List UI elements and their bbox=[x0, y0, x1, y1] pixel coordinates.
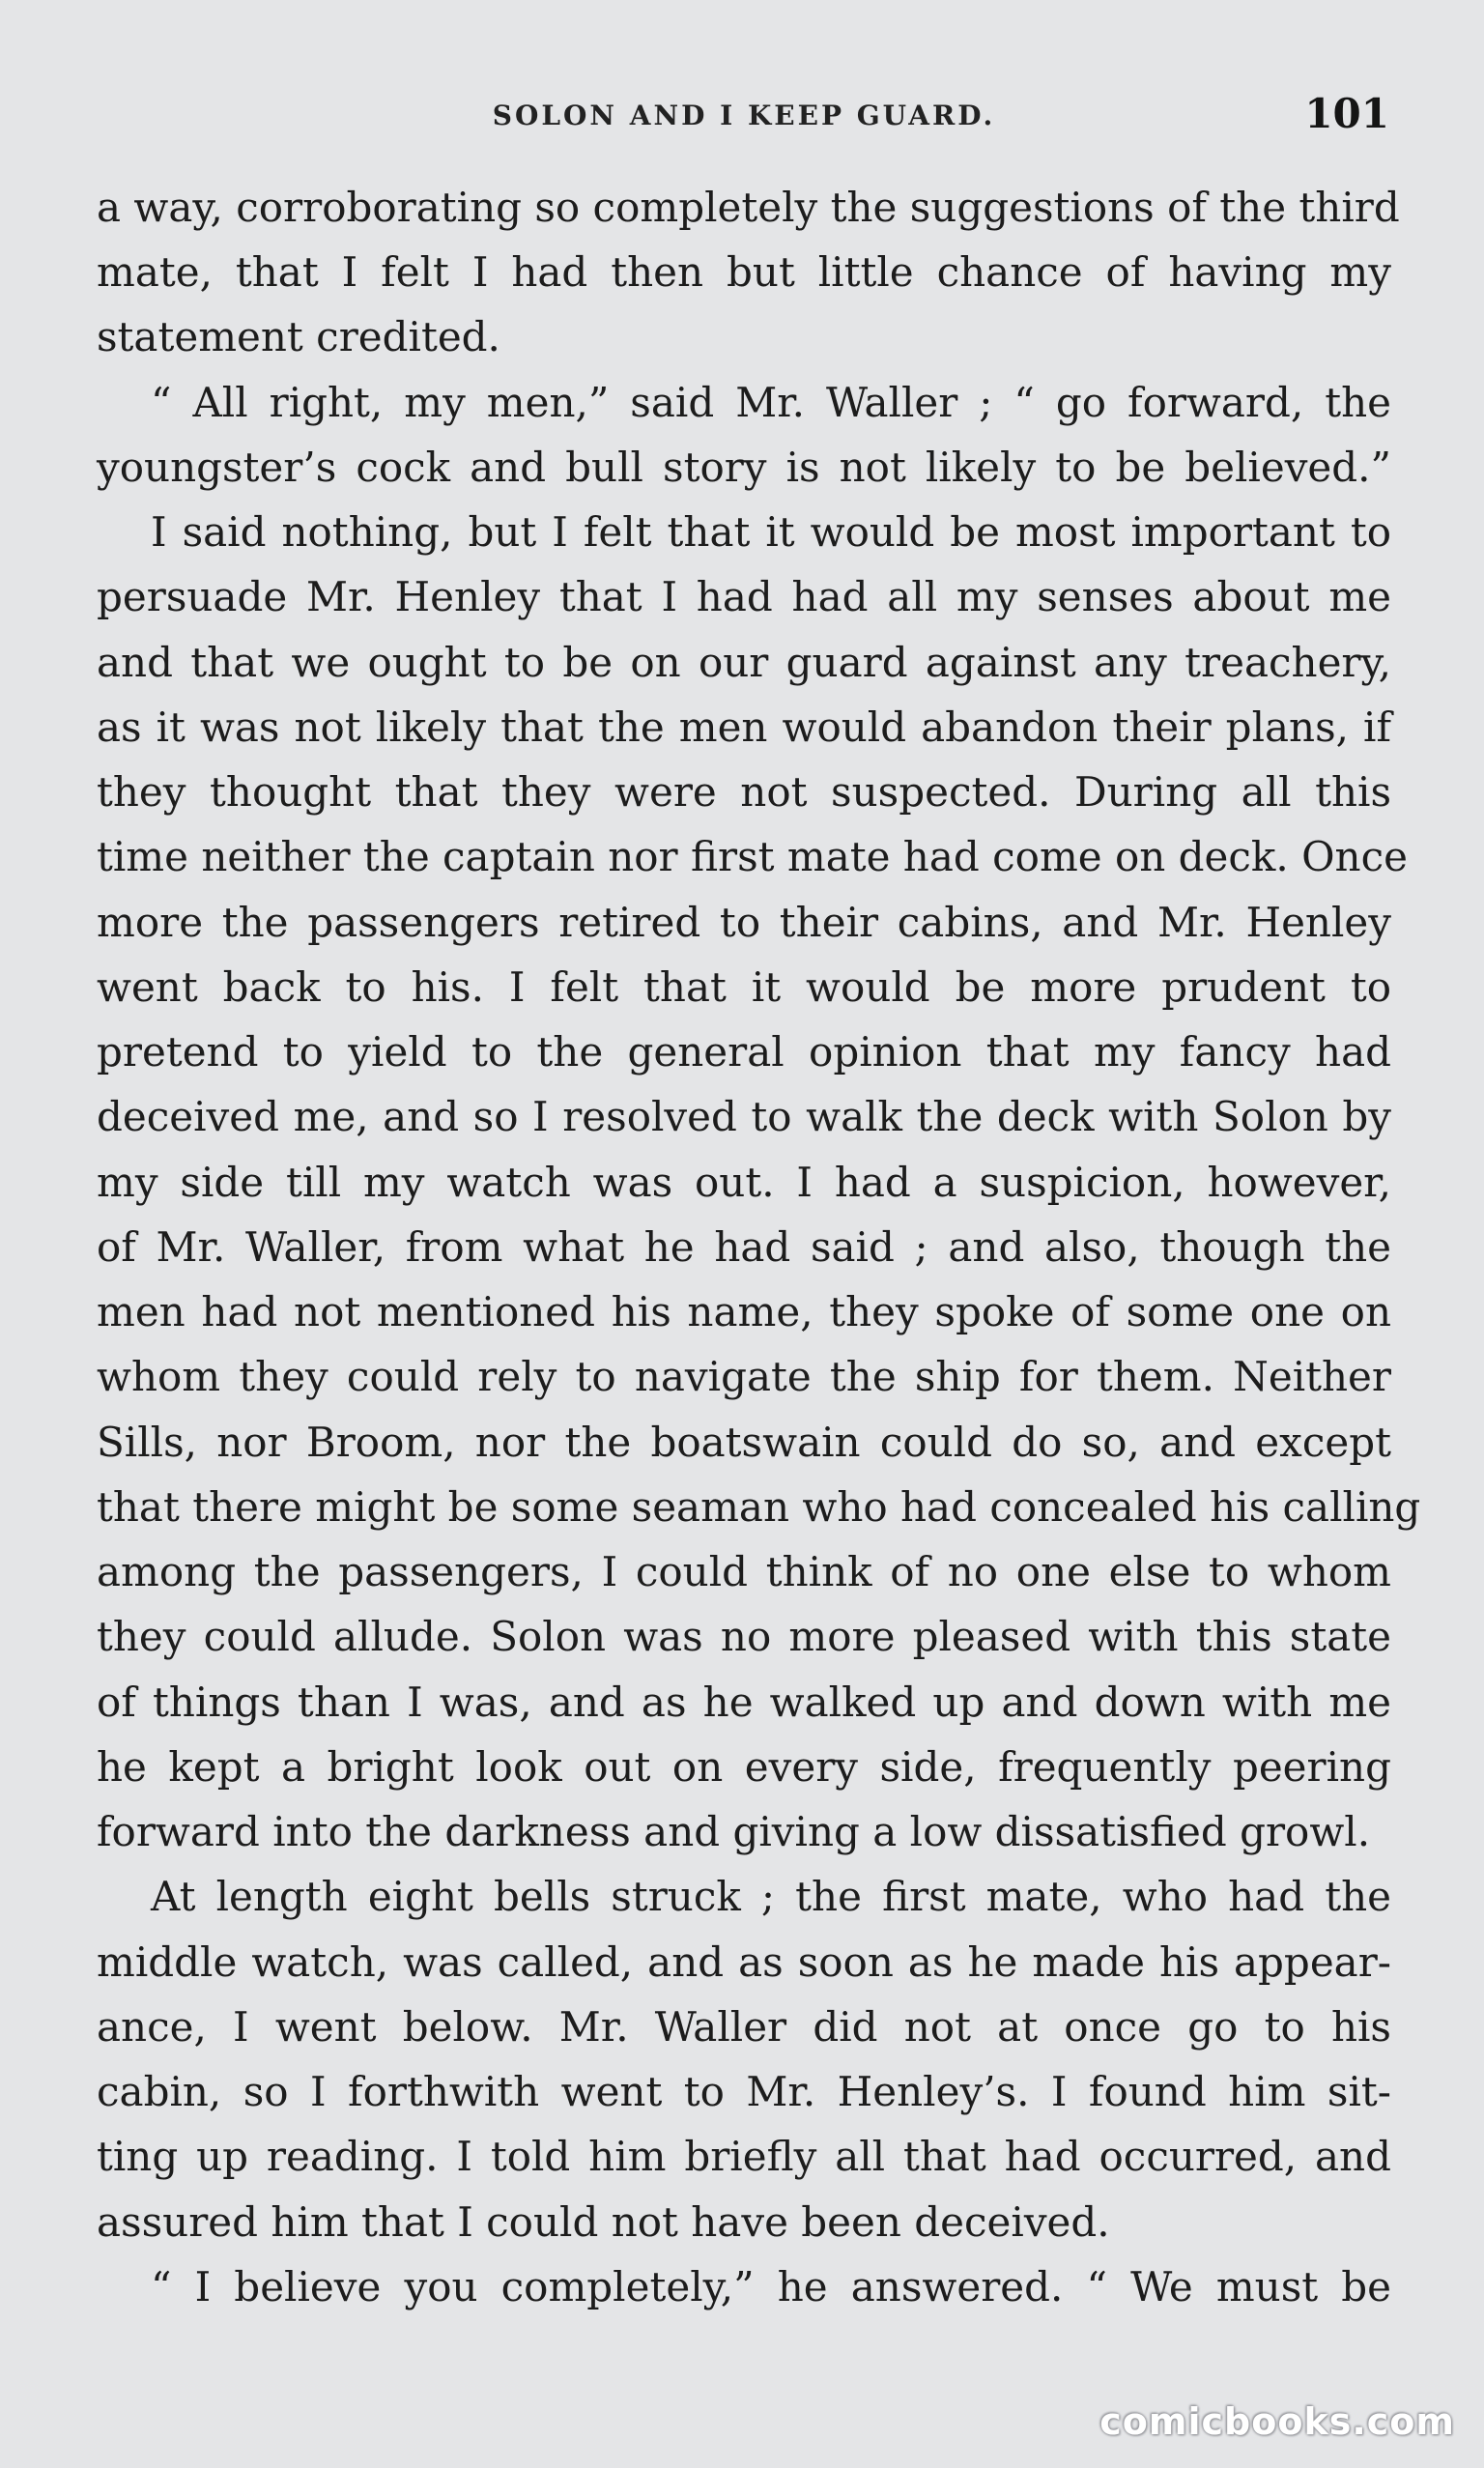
text-line: of Mr. Waller, from what he had said ; and also, though the bbox=[97, 1223, 1391, 1271]
text-line: ance, I went below. Mr. Waller did not at once go to his bbox=[97, 2003, 1391, 2051]
text-line: pretend to yield to the general opinion that my fancy had bbox=[97, 1028, 1391, 1076]
text-line: a way, corroborating so completely the suggestions of the third bbox=[97, 184, 1400, 231]
text-line: forward into the darkness and giving a low dissatisfied growl. bbox=[97, 1808, 1371, 1855]
text-line: that there might be some seaman who had concealed his calling bbox=[97, 1483, 1421, 1531]
text-line: deceived me, and so I resolved to walk the deck with Solon by bbox=[97, 1093, 1391, 1140]
running-title: SOLON AND I KEEP GUARD. bbox=[492, 100, 996, 131]
text-line: I said nothing, but I felt that it would be most important to bbox=[151, 508, 1391, 556]
text-line: and that we ought to be on our guard against any treachery, bbox=[97, 639, 1391, 686]
text-line: youngster’s cock and bull story is not likely to be believed.” bbox=[97, 444, 1391, 491]
text-line: among the passengers, I could think of no one else to whom bbox=[97, 1548, 1391, 1595]
text-line: as it was not likely that the men would abandon their plans, if bbox=[97, 703, 1391, 751]
text-line: “ All right, my men,” said Mr. Waller ; “ go forward, the bbox=[151, 379, 1391, 426]
text-line: they could allude. Solon was no more pleased with this state bbox=[97, 1613, 1391, 1660]
text-line: cabin, so I forthwith went to Mr. Henley’s. I found him sit- bbox=[97, 2068, 1391, 2115]
text-line: persuade Mr. Henley that I had had all my senses about me bbox=[97, 573, 1391, 620]
text-line: he kept a bright look out on every side, frequently peering bbox=[97, 1743, 1391, 1791]
page-number: 101 bbox=[1304, 90, 1389, 137]
text-line: more the passengers retired to their cabins, and Mr. Henley bbox=[97, 899, 1391, 946]
text-line: assured him that I could not have been deceived. bbox=[97, 2198, 1110, 2246]
text-line: statement credited. bbox=[97, 313, 500, 360]
text-line: whom they could rely to navigate the ship for them. Neither bbox=[97, 1353, 1391, 1400]
text-line: time neither the captain nor first mate had come on deck. Once bbox=[97, 833, 1408, 880]
text-line: men had not mentioned his name, they spoke of some one on bbox=[97, 1288, 1391, 1335]
text-line: mate, that I felt I had then but little chance of having my bbox=[97, 248, 1391, 296]
text-line: middle watch, was called, and as soon as he made his appear- bbox=[97, 1938, 1391, 1986]
text-line: of things than I was, and as he walked up and down with me bbox=[97, 1679, 1391, 1726]
text-line: they thought that they were not suspected. During all this bbox=[97, 768, 1391, 816]
text-line: Sills, nor Broom, nor the boatswain could do so, and except bbox=[97, 1419, 1391, 1466]
text-line: ting up reading. I told him briefly all that had occurred, and bbox=[97, 2133, 1391, 2180]
text-line: “ I believe you completely,” he answered. “ We must be bbox=[151, 2263, 1391, 2310]
site-watermark: comicbooks.com bbox=[1099, 2400, 1455, 2443]
text-line: At length eight bells struck ; the first mate, who had the bbox=[151, 1873, 1391, 1920]
text-line: went back to his. I felt that it would be more prudent to bbox=[97, 963, 1391, 1011]
text-line: my side till my watch was out. I had a suspicion, however, bbox=[97, 1159, 1391, 1206]
running-head bbox=[97, 92, 1391, 150]
